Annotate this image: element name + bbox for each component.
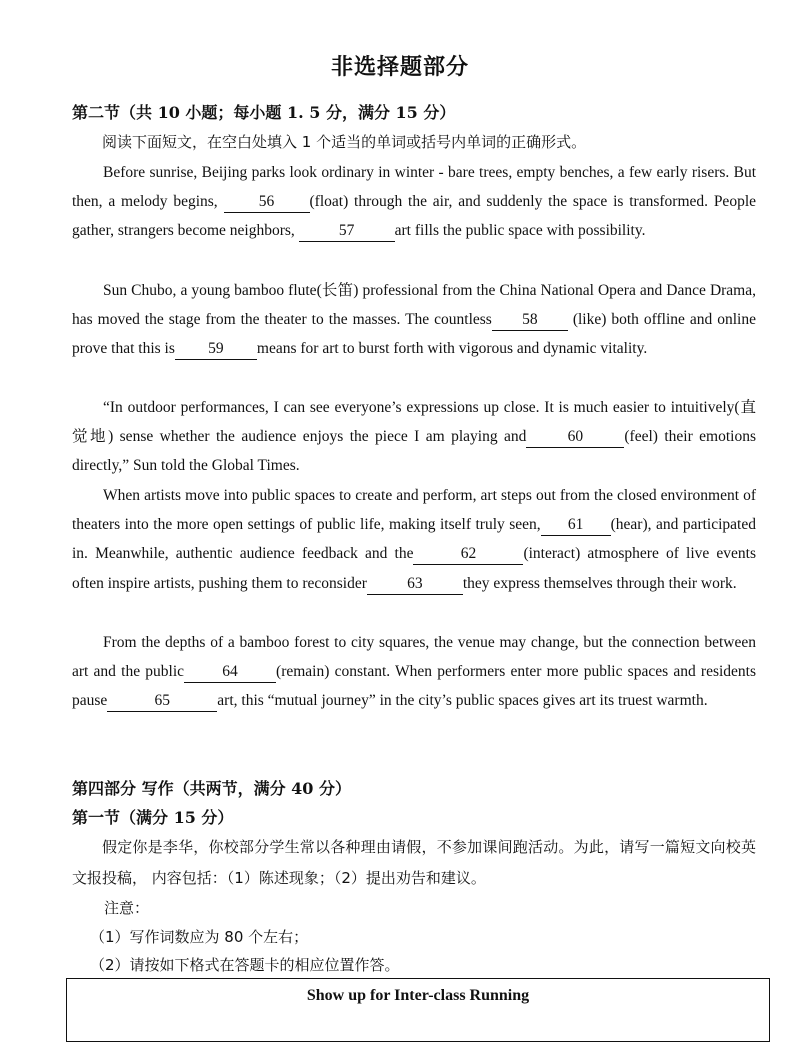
section-2-instruction: 阅读下面短文，在空白处填入 1 个适当的单词或括号内单词的正确形式。 — [102, 133, 587, 151]
writing-prompt: 假定你是李华，你校部分学生常以各种理由请假，不参加课间跑活动。为此，请写一篇短文向校英文报投稿， 内容包括：（1）陈述现象；（2）提出劝告和建议。 — [72, 838, 756, 887]
blank-62[interactable]: 62 — [413, 544, 523, 565]
p3-text-a: “In outdoor performances, I can see everyone’s expressions up close. It is much easier to intuitively(直觉地) sense whether the audience enjoys the piece I am playing and — [72, 399, 756, 446]
p2-text-c: (like) both offline and online prove that this is — [72, 311, 756, 358]
part-4-heading: 第四部分 写作（共两节，满分 40 分） — [72, 779, 351, 798]
p2-text-d: means for art to burst forth with vigorous and dynamic vitality. — [256, 340, 648, 358]
p4-text-d: (interact) atmosphere of live events often inspire artists, pushing them to reconsider — [72, 545, 756, 592]
note-label: 注意： — [104, 899, 150, 917]
paragraph-3 — [72, 393, 756, 481]
p3-text-c: (feel) their emotions directly,” Sun told the Global Times. — [72, 428, 756, 475]
p2-text-a: Sun Chubo, a young bamboo flute(长笛) professional from the China National Opera and Dance Drama, has moved the stage from the theater to the masses. The countless — [72, 282, 756, 329]
answer-box-title: Show up for Inter-class Running — [306, 987, 530, 1004]
blank-59[interactable]: 59 — [175, 339, 257, 360]
p1-text-c: (float) through the air, and suddenly the space is transformed. People gather, strangers become neighbors, — [72, 193, 757, 240]
note-2: （2）请按如下格式在答题卡的相应位置作答。 — [90, 956, 400, 974]
part-4-sub-heading: 第一节（满分 15 分） — [72, 808, 234, 827]
paragraph-1 — [72, 158, 756, 246]
p4-text-a: When artists move into public spaces to create and perform, art steps out from the closed environment of theaters into the more open settings of public life, making itself truly seen, — [72, 487, 756, 534]
p5-text-d: art, this “mutual journey” in the city’s public spaces gives art its truest warmth. — [217, 692, 708, 710]
blank-61[interactable]: 61 — [541, 515, 611, 536]
section-2-heading: 第二节（共 10 小题；每小题 1. 5 分，满分 15 分） — [72, 103, 456, 122]
note-1: （1）写作词数应为 80 个左右； — [90, 928, 309, 946]
blank-60[interactable]: 60 — [526, 427, 624, 448]
paragraph-4 — [72, 481, 756, 598]
p5-text-c: (remain) constant. When performers enter more public spaces and residents pause — [72, 663, 757, 710]
paragraph-5 — [72, 628, 756, 716]
blank-56[interactable]: 56 — [224, 192, 310, 213]
blank-57[interactable]: 57 — [299, 221, 395, 242]
p1-text-d: art fills the public space with possibility. — [394, 222, 646, 240]
blank-65[interactable]: 65 — [107, 691, 217, 712]
answer-box[interactable] — [66, 978, 770, 1042]
p4-text-e: they express themselves through their work. — [462, 574, 737, 592]
p1-text-a: Before sunrise, Beijing parks look ordinary in winter - bare trees, empty benches, a few early risers. But then, a melody begins, — [72, 164, 756, 211]
paragraph-2 — [72, 276, 756, 364]
p4-text-c: (hear), and participated in. Meanwhile, authentic audience feedback and the — [72, 516, 756, 563]
blank-58[interactable]: 58 — [492, 310, 568, 331]
blank-63[interactable]: 63 — [367, 574, 463, 595]
page-title: 非选择题部分 — [330, 54, 469, 80]
blank-64[interactable]: 64 — [184, 662, 276, 683]
p5-text-a: From the depths of a bamboo forest to city squares, the venue may change, but the connection between art and the public — [72, 634, 756, 681]
